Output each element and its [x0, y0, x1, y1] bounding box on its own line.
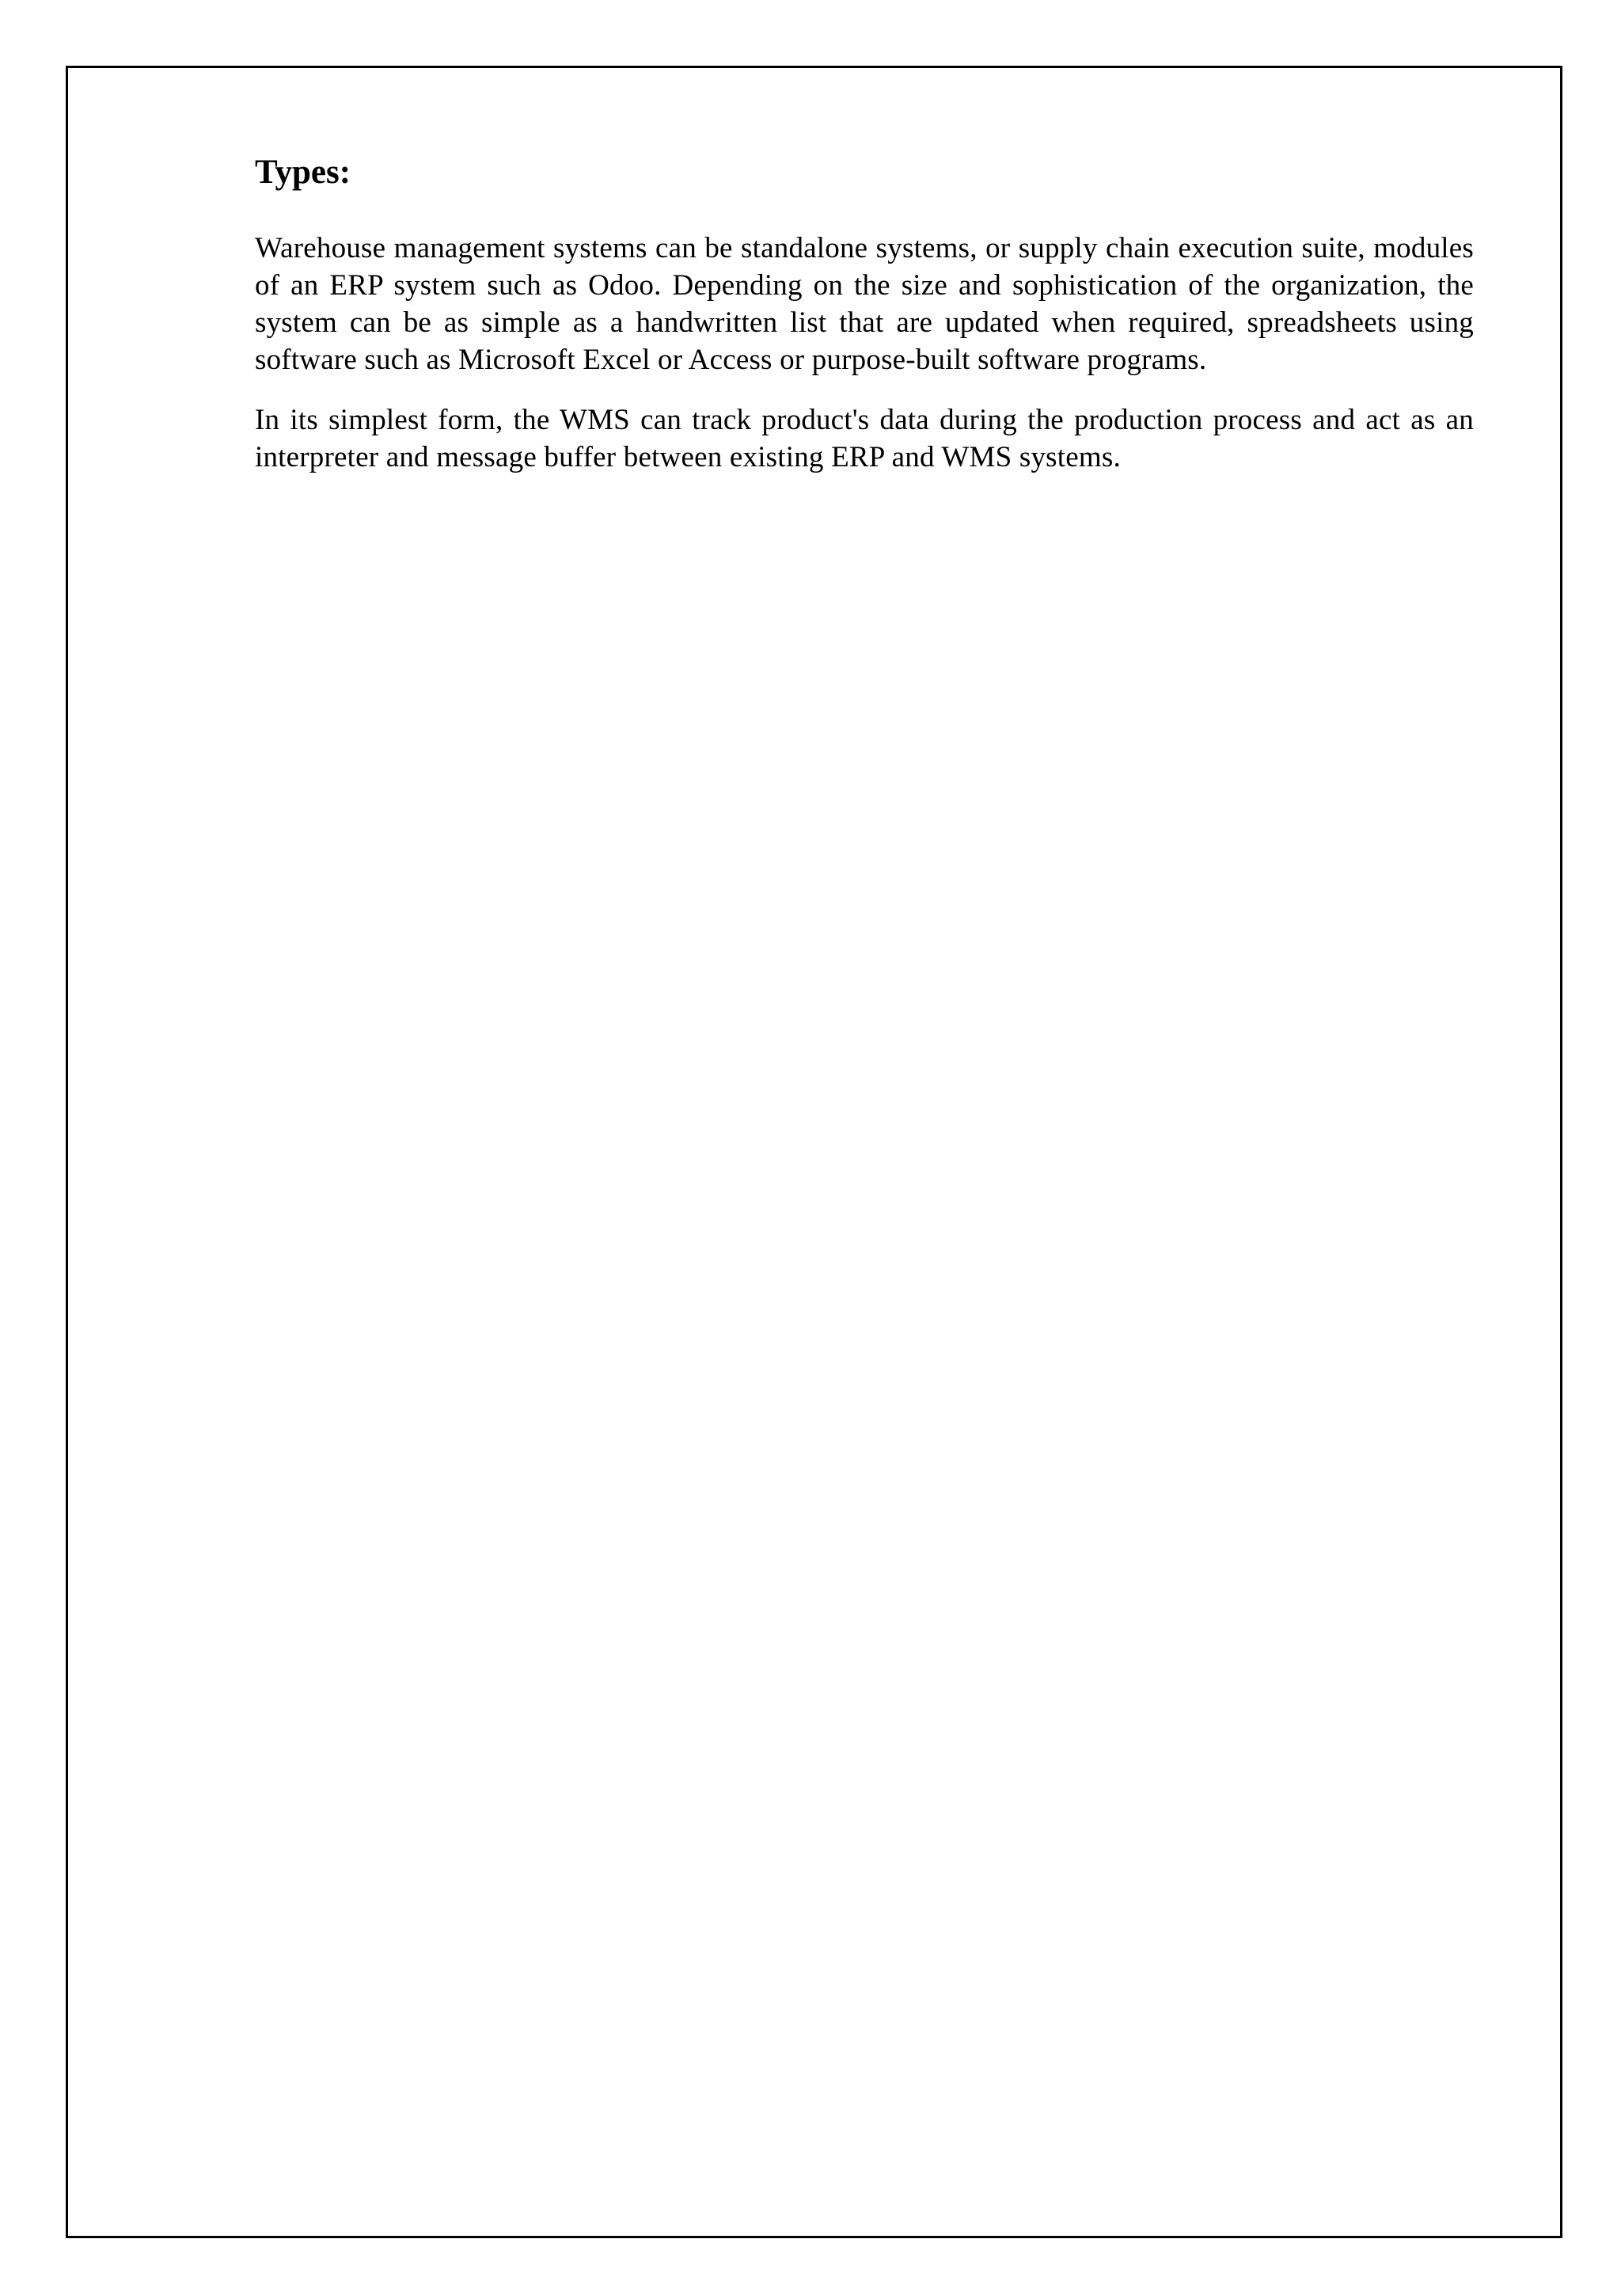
document-content [255, 149, 1474, 499]
section-heading: Types: [255, 154, 351, 191]
paragraph-types-intro: Warehouse management systems can be standalone systems, or supply chain execution suite, modules of an ERP system such as Odoo. Depending on the size and sophistication of the organization, the system can be as simple as a handwritten list that are updated when required, spreadsheets using software such as Microsoft Excel or Access or purpose-built software programs. [255, 232, 1474, 376]
paragraph-simplest-form: In its simplest form, the WMS can track product's data during the production process and act as an interpreter and message buffer between existing ERP and WMS systems. [255, 404, 1474, 473]
